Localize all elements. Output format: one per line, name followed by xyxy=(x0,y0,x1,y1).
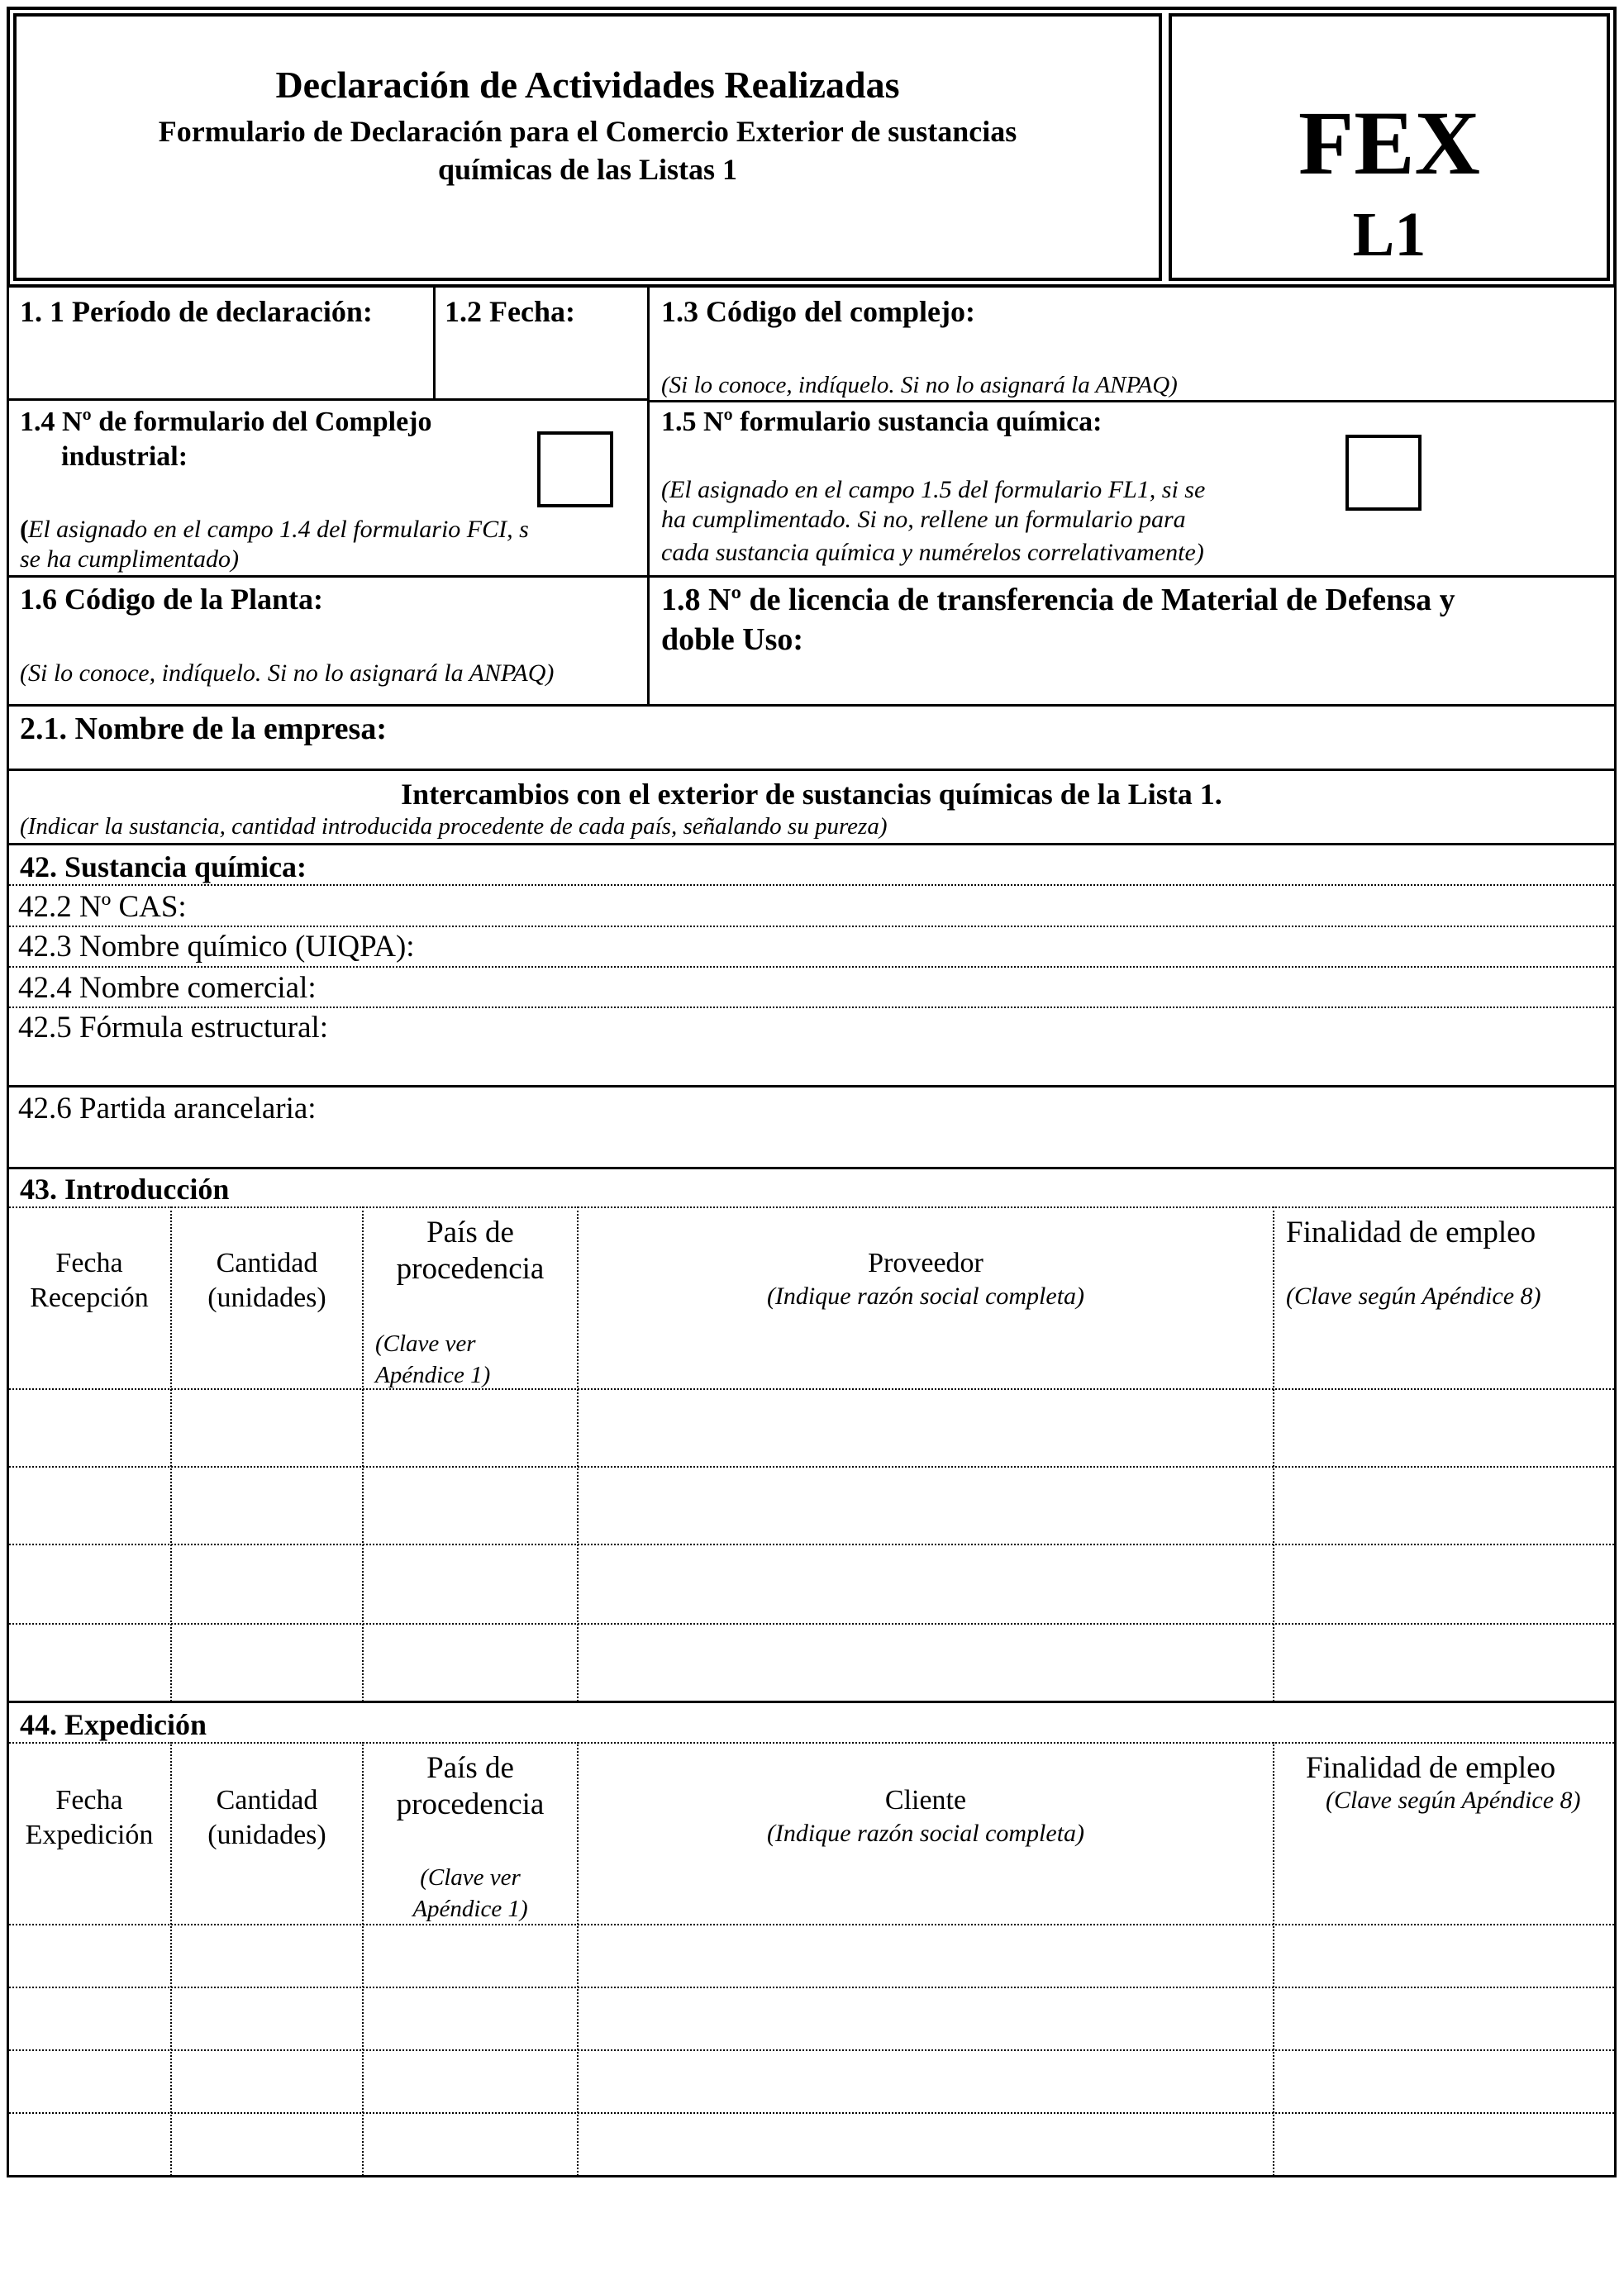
field-42-2-label: 42.2 Nº CAS: xyxy=(18,890,187,924)
form-code-main: FEX xyxy=(1298,93,1480,193)
exped-header-bottom xyxy=(7,1924,1617,1925)
field-42-input[interactable] xyxy=(347,846,1610,883)
field-1-3-label: 1.3 Código del complejo: xyxy=(661,295,975,328)
dotted-line-42 xyxy=(7,884,1617,886)
exped-row-1[interactable] xyxy=(8,1927,1613,1985)
field-1-8-label-line1: 1.8 Nº de licencia de transferencia de Material de Defensa y xyxy=(661,583,1455,617)
field-2-1-input[interactable] xyxy=(430,709,1610,765)
field-1-2-label: 1.2 Fecha: xyxy=(445,295,575,328)
divider-h-row3 xyxy=(7,704,1617,707)
intro-row-line-3 xyxy=(7,1623,1617,1625)
divider-h-company xyxy=(7,769,1617,771)
field-1-3-input[interactable] xyxy=(653,331,1610,369)
field-1-6-input[interactable] xyxy=(12,618,643,659)
intro-row-3[interactable] xyxy=(8,1547,1613,1620)
intro-row-2[interactable] xyxy=(8,1469,1613,1542)
intro-col-finalidad: Finalidad de empleo xyxy=(1286,1216,1536,1249)
field-1-8-label-line2: doble Uso: xyxy=(661,622,804,657)
intro-col-proveedor: Proveedor xyxy=(868,1248,983,1278)
form-left-border xyxy=(7,288,9,2176)
field-1-4-note-paren: ( xyxy=(20,514,29,544)
divider-h-row1 xyxy=(7,398,648,401)
exped-col-finalidad: Finalidad de empleo xyxy=(1306,1751,1556,1785)
expedicion-title: 44. Expedición xyxy=(20,1708,207,1741)
form-right-border xyxy=(1614,288,1617,2176)
exped-col-fecha-line2: Expedición xyxy=(25,1820,154,1850)
field-42-3-label: 42.3 Nombre químico (UIQPA): xyxy=(18,930,415,964)
intro-col-pais-note-line2: Apéndice 1) xyxy=(375,1362,491,1388)
divider-h-row1-right xyxy=(647,400,1617,402)
field-1-5-note-line1: (El asignado en el campo 1.5 del formulario FL1, si se xyxy=(661,476,1206,503)
divider-v-section1-middle xyxy=(647,288,650,705)
exped-row-line-3 xyxy=(7,2112,1617,2114)
field-1-1-input[interactable] xyxy=(12,331,430,395)
form-title: Declaración de Actividades Realizadas xyxy=(275,64,900,106)
exped-row-line-1 xyxy=(7,1987,1617,1988)
field-1-5-checkbox[interactable] xyxy=(1345,435,1422,511)
field-1-8-input[interactable] xyxy=(653,659,1610,701)
exped-col-pais-line1: País de xyxy=(426,1751,514,1785)
divider-v-f11-f12 xyxy=(433,288,436,398)
exped-row-2[interactable] xyxy=(8,1990,1613,2048)
exchange-title: Intercambios con el exterior de sustancias químicas de la Lista 1. xyxy=(401,778,1222,811)
intro-title-underline xyxy=(7,1206,1617,1208)
intro-col-pais-line1: País de xyxy=(426,1216,514,1249)
field-2-1-label: 2.1. Nombre de la empresa: xyxy=(20,712,387,746)
field-1-6-label: 1.6 Código de la Planta: xyxy=(20,583,324,616)
intro-row-1[interactable] xyxy=(8,1392,1613,1464)
field-42-4-input[interactable] xyxy=(355,969,1610,1005)
field-1-5-note-line2: ha cumplimentado. Si no, rellene un formulario para xyxy=(661,506,1186,533)
intro-col-proveedor-note: (Indique razón social completa) xyxy=(766,1283,1085,1310)
divider-h-exchange xyxy=(7,843,1617,845)
field-42-2-input[interactable] xyxy=(215,888,1610,924)
intro-row-4[interactable] xyxy=(8,1626,1613,1699)
intro-col-fecha-line2: Recepción xyxy=(30,1283,149,1313)
exped-row-line-2 xyxy=(7,2049,1617,2051)
field-1-4-label-line1: 1.4 Nº de formulario del Complejo xyxy=(20,407,432,437)
field-42-5-label: 42.5 Fórmula estructural: xyxy=(18,1011,329,1045)
exped-row-3[interactable] xyxy=(8,2053,1613,2111)
exped-col-finalidad-note: (Clave según Apéndice 8) xyxy=(1326,1787,1581,1814)
exchange-note: (Indicar la sustancia, cantidad introducida procedente de cada país, señalando su pureza) xyxy=(20,813,888,840)
exped-col-fecha-line1: Fecha xyxy=(55,1785,123,1816)
form-subtitle-line2: químicas de las Listas 1 xyxy=(437,153,738,186)
intro-col-pais-note-line1: (Clave ver xyxy=(375,1330,476,1357)
field-1-2-input[interactable] xyxy=(438,331,643,395)
intro-col-finalidad-note: (Clave según Apéndice 8) xyxy=(1286,1283,1541,1310)
exped-col-cliente: Cliente xyxy=(884,1785,967,1816)
exped-row-4[interactable] xyxy=(8,2116,1613,2173)
dotted-line-424 xyxy=(7,1007,1617,1008)
dotted-line-422 xyxy=(7,926,1617,927)
field-1-3-note: (Si lo conoce, indíquelo. Si no lo asignará la ANPAQ) xyxy=(661,372,1178,398)
exped-col-pais-note-line1: (Clave ver xyxy=(420,1864,521,1891)
field-42-label: 42. Sustancia química: xyxy=(20,850,307,883)
exped-col-cliente-note: (Indique razón social completa) xyxy=(766,1820,1085,1847)
intro-col-cantidad-line2: (unidades) xyxy=(207,1283,326,1313)
field-1-5-note-line3: cada sustancia química y numérelos correlativamente) xyxy=(661,539,1204,566)
field-1-4-note-line2: se ha cumplimentado) xyxy=(20,545,239,573)
intro-col-fecha-line1: Fecha xyxy=(55,1248,123,1278)
field-1-4-label-line2: industrial: xyxy=(61,441,188,472)
field-1-1-label: 1. 1 Período de declaración: xyxy=(20,295,373,328)
intro-col-cantidad-line1: Cantidad xyxy=(216,1248,318,1278)
field-1-4-note-line1: El asignado en el campo 1.4 del formulario FCI, s xyxy=(28,516,529,543)
exped-col-pais-line2: procedencia xyxy=(396,1787,545,1821)
field-1-4-checkbox[interactable] xyxy=(537,431,613,507)
form-subtitle-line1: Formulario de Declaración para el Comercio Exterior de sustancias xyxy=(158,115,1017,148)
form-code-sub: L1 xyxy=(1352,200,1426,269)
field-42-3-input[interactable] xyxy=(463,929,1610,965)
field-42-5-input[interactable] xyxy=(12,1049,1610,1083)
dotted-line-423 xyxy=(7,966,1617,968)
field-42-6-input[interactable] xyxy=(12,1129,1610,1164)
introduccion-title: 43. Introducción xyxy=(20,1173,230,1206)
divider-h-4255 xyxy=(7,1085,1617,1088)
exped-title-underline xyxy=(7,1742,1617,1744)
exped-col-cantidad-line2: (unidades) xyxy=(207,1820,326,1850)
intro-row-line-1 xyxy=(7,1466,1617,1468)
divider-h-426 xyxy=(7,1167,1617,1169)
form-bottom-border xyxy=(7,2175,1617,2177)
field-1-6-note: (Si lo conoce, indíquelo. Si no lo asignará la ANPAQ) xyxy=(20,659,555,687)
field-1-5-label: 1.5 Nº formulario sustancia química: xyxy=(661,407,1103,437)
exped-col-cantidad-line1: Cantidad xyxy=(216,1785,318,1816)
exped-col-pais-note-line2: Apéndice 1) xyxy=(412,1896,528,1922)
divider-h-row2 xyxy=(7,575,1617,578)
intro-col-pais-line2: procedencia xyxy=(396,1252,545,1286)
field-42-6-label: 42.6 Partida arancelaria: xyxy=(18,1092,317,1126)
field-42-4-label: 42.4 Nombre comercial: xyxy=(18,971,317,1005)
intro-row-line-2 xyxy=(7,1544,1617,1545)
intro-header-bottom xyxy=(7,1388,1617,1390)
divider-h-expedicion xyxy=(7,1701,1617,1703)
